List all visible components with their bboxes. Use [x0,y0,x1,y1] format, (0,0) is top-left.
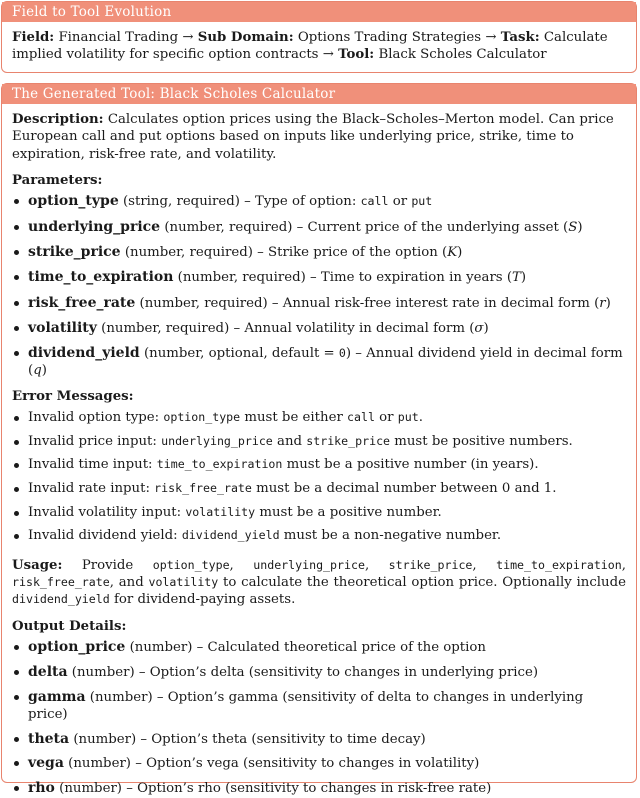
param-symbol: T [512,270,521,286]
usage-code: dividend_yield [12,592,110,607]
param-name: risk_free_rate [28,294,136,311]
param-tail: ) [457,245,463,261]
output-name: theta [28,730,70,747]
error-item [12,481,626,498]
param-tail: ) [41,362,47,378]
arrow-1: → [182,30,194,45]
param-meta: (number, optional, default = [143,346,339,362]
error-code: risk_free_rate [154,480,252,495]
description [12,111,626,163]
error-pre: Invalid rate input: [28,480,155,496]
output-desc: (number) – Option’s vega (sensitivity to changes in volatility) [63,756,480,772]
param-tail: ) [577,219,583,235]
error-code: time_to_expiration [156,457,283,472]
error-mid: must be a positive number (in years). [282,457,539,473]
error-pre: Invalid price input: [28,433,162,449]
usage-text: for dividend-paying assets. [109,592,296,608]
tool-value: Black Scholes Calculator [378,47,547,63]
param-item [12,219,626,237]
outputs-list [12,639,626,798]
error-item [12,434,626,451]
generated-tool-card [1,83,637,797]
error-item [12,410,626,427]
arrow-2: → [485,30,497,45]
param-symbol: K [447,245,458,261]
error-code: call [347,410,375,425]
output-item [12,639,626,657]
output-item [12,689,626,723]
param-mid: ) – Annual dividend yield in decimal form ( [28,346,623,378]
tool-label: Tool: [338,47,375,63]
error-code: underlying_price [161,433,273,448]
param-meta: (number, required) – Annual volatility in decimal form ( [101,320,475,336]
generated-tool-title: The Generated Tool: Black Scholes Calculator [2,84,636,104]
generated-tool-body [2,104,636,798]
usage-sep: , [472,557,497,573]
error-pre: Invalid dividend yield: [28,528,182,544]
output-name: vega [28,755,64,772]
outputs-title: Output Details: [12,618,127,634]
output-desc: (number) – Calculated theoretical price of the option [125,640,486,656]
param-code: 0 [338,346,346,361]
output-item [12,731,626,749]
usage-sep: , [229,557,254,573]
field-label: Field: [12,30,55,45]
error-item [12,528,626,545]
output-name: gamma [28,688,86,705]
error-item [12,505,626,522]
error-code: dividend_yield [181,528,280,543]
error-pre: Invalid time input: [28,457,157,473]
output-desc: (number) – Option’s delta (sensitivity to changes in underlying price) [67,665,539,681]
error-code: volatility [185,504,256,519]
task-label: Task: [500,30,540,45]
param-item [12,320,626,338]
param-code: call [360,194,389,209]
errors-list [12,410,626,545]
output-item [12,755,626,773]
output-item [12,780,626,798]
param-name: volatility [28,319,97,336]
usage-code: strike_price [388,557,473,572]
field-evolution-title: Field to Tool Evolution [2,2,636,22]
param-code: put [411,194,433,209]
param-meta: (number, required) – Current price of the underlying asset ( [164,219,569,235]
param-tail: ) [605,295,611,311]
output-desc: (number) – Option’s theta (sensitivity to time decay) [69,731,426,747]
error-code: option_type [163,410,241,425]
param-item [12,269,626,287]
error-pre: Invalid volatility input: [28,504,186,520]
sub-domain-label: Sub Domain: [197,30,294,45]
error-mid: and [272,433,307,449]
param-name: time_to_expiration [28,269,174,286]
errors-title: Error Messages: [12,389,134,405]
error-post: . [418,410,423,426]
field-evolution-card [1,1,637,73]
description-text: Calculates option prices using the Black–Scholes–Merton model. Can price European call and put options based on inputs like underlying price, strike, time to expiration, risk-free rate, and volatility. [12,112,614,162]
usage-label: Usage: [12,557,63,573]
param-item [12,295,626,313]
param-name: option_type [28,193,119,210]
error-code: put [397,410,419,425]
error-item [12,457,626,474]
usage-text: Provide [62,557,153,573]
error-mid: must be a non-negative number. [279,528,502,544]
task-value: Calculate implied volatility for specific option contracts [12,30,608,63]
output-name: delta [28,664,68,681]
usage [12,557,626,609]
parameters-list [12,193,626,379]
param-name: strike_price [28,244,121,261]
field-value: Financial Trading [58,30,179,45]
error-mid: or [374,410,398,426]
param-tail: ) [520,270,527,286]
description-label: Description: [12,112,104,127]
param-item [12,193,626,211]
param-name: dividend_yield [28,345,140,362]
error-pre: Invalid option type: [28,410,164,426]
error-mid: must be a positive number. [255,504,442,520]
output-desc: (number) – Option’s gamma (sensitivity of delta to changes in underlying price) [28,689,584,722]
usage-text: to calculate the theoretical option price. Optionally include [218,575,626,590]
param-symbol: S [568,219,578,235]
param-meta: (number, required) – Time to expiration in years ( [177,270,513,286]
param-mid: or [388,194,412,210]
error-mid: must be a decimal number between 0 and 1. [251,480,557,496]
output-name: option_price [28,639,126,656]
field-evolution-body [2,22,636,64]
param-tail: ) [483,320,489,336]
param-item [12,244,626,262]
parameters-title: Parameters: [12,172,103,188]
error-mid: must be either [240,410,348,426]
usage-code: time_to_expiration [496,557,622,572]
usage-code: risk_free_rate [12,575,110,589]
param-symbol: σ [474,320,484,336]
error-mid: must be positive numbers. [390,433,573,449]
usage-sep: , and [109,575,149,590]
output-item [12,664,626,682]
param-meta: (number, required) – Annual risk-free interest rate in decimal form ( [139,295,600,311]
param-symbol: r [599,295,606,311]
param-symbol: q [33,362,42,378]
usage-code: option_type [152,557,230,572]
param-meta: (number, required) – Strike price of the option ( [124,245,448,261]
arrow-3: → [322,47,334,63]
output-name: rho [28,780,55,797]
usage-code: volatility [148,575,219,589]
usage-sep: , [364,557,389,573]
param-meta: (string, required) – Type of option: [122,194,361,210]
param-name: underlying_price [28,218,161,235]
usage-code: underlying_price [253,557,365,572]
output-desc: (number) – Option’s rho (sensitivity to changes in risk-free rate) [54,781,492,797]
error-code: strike_price [306,433,391,448]
usage-sep: , [621,557,626,573]
param-item [12,345,626,379]
sub-domain-value: Options Trading Strategies [297,30,482,45]
